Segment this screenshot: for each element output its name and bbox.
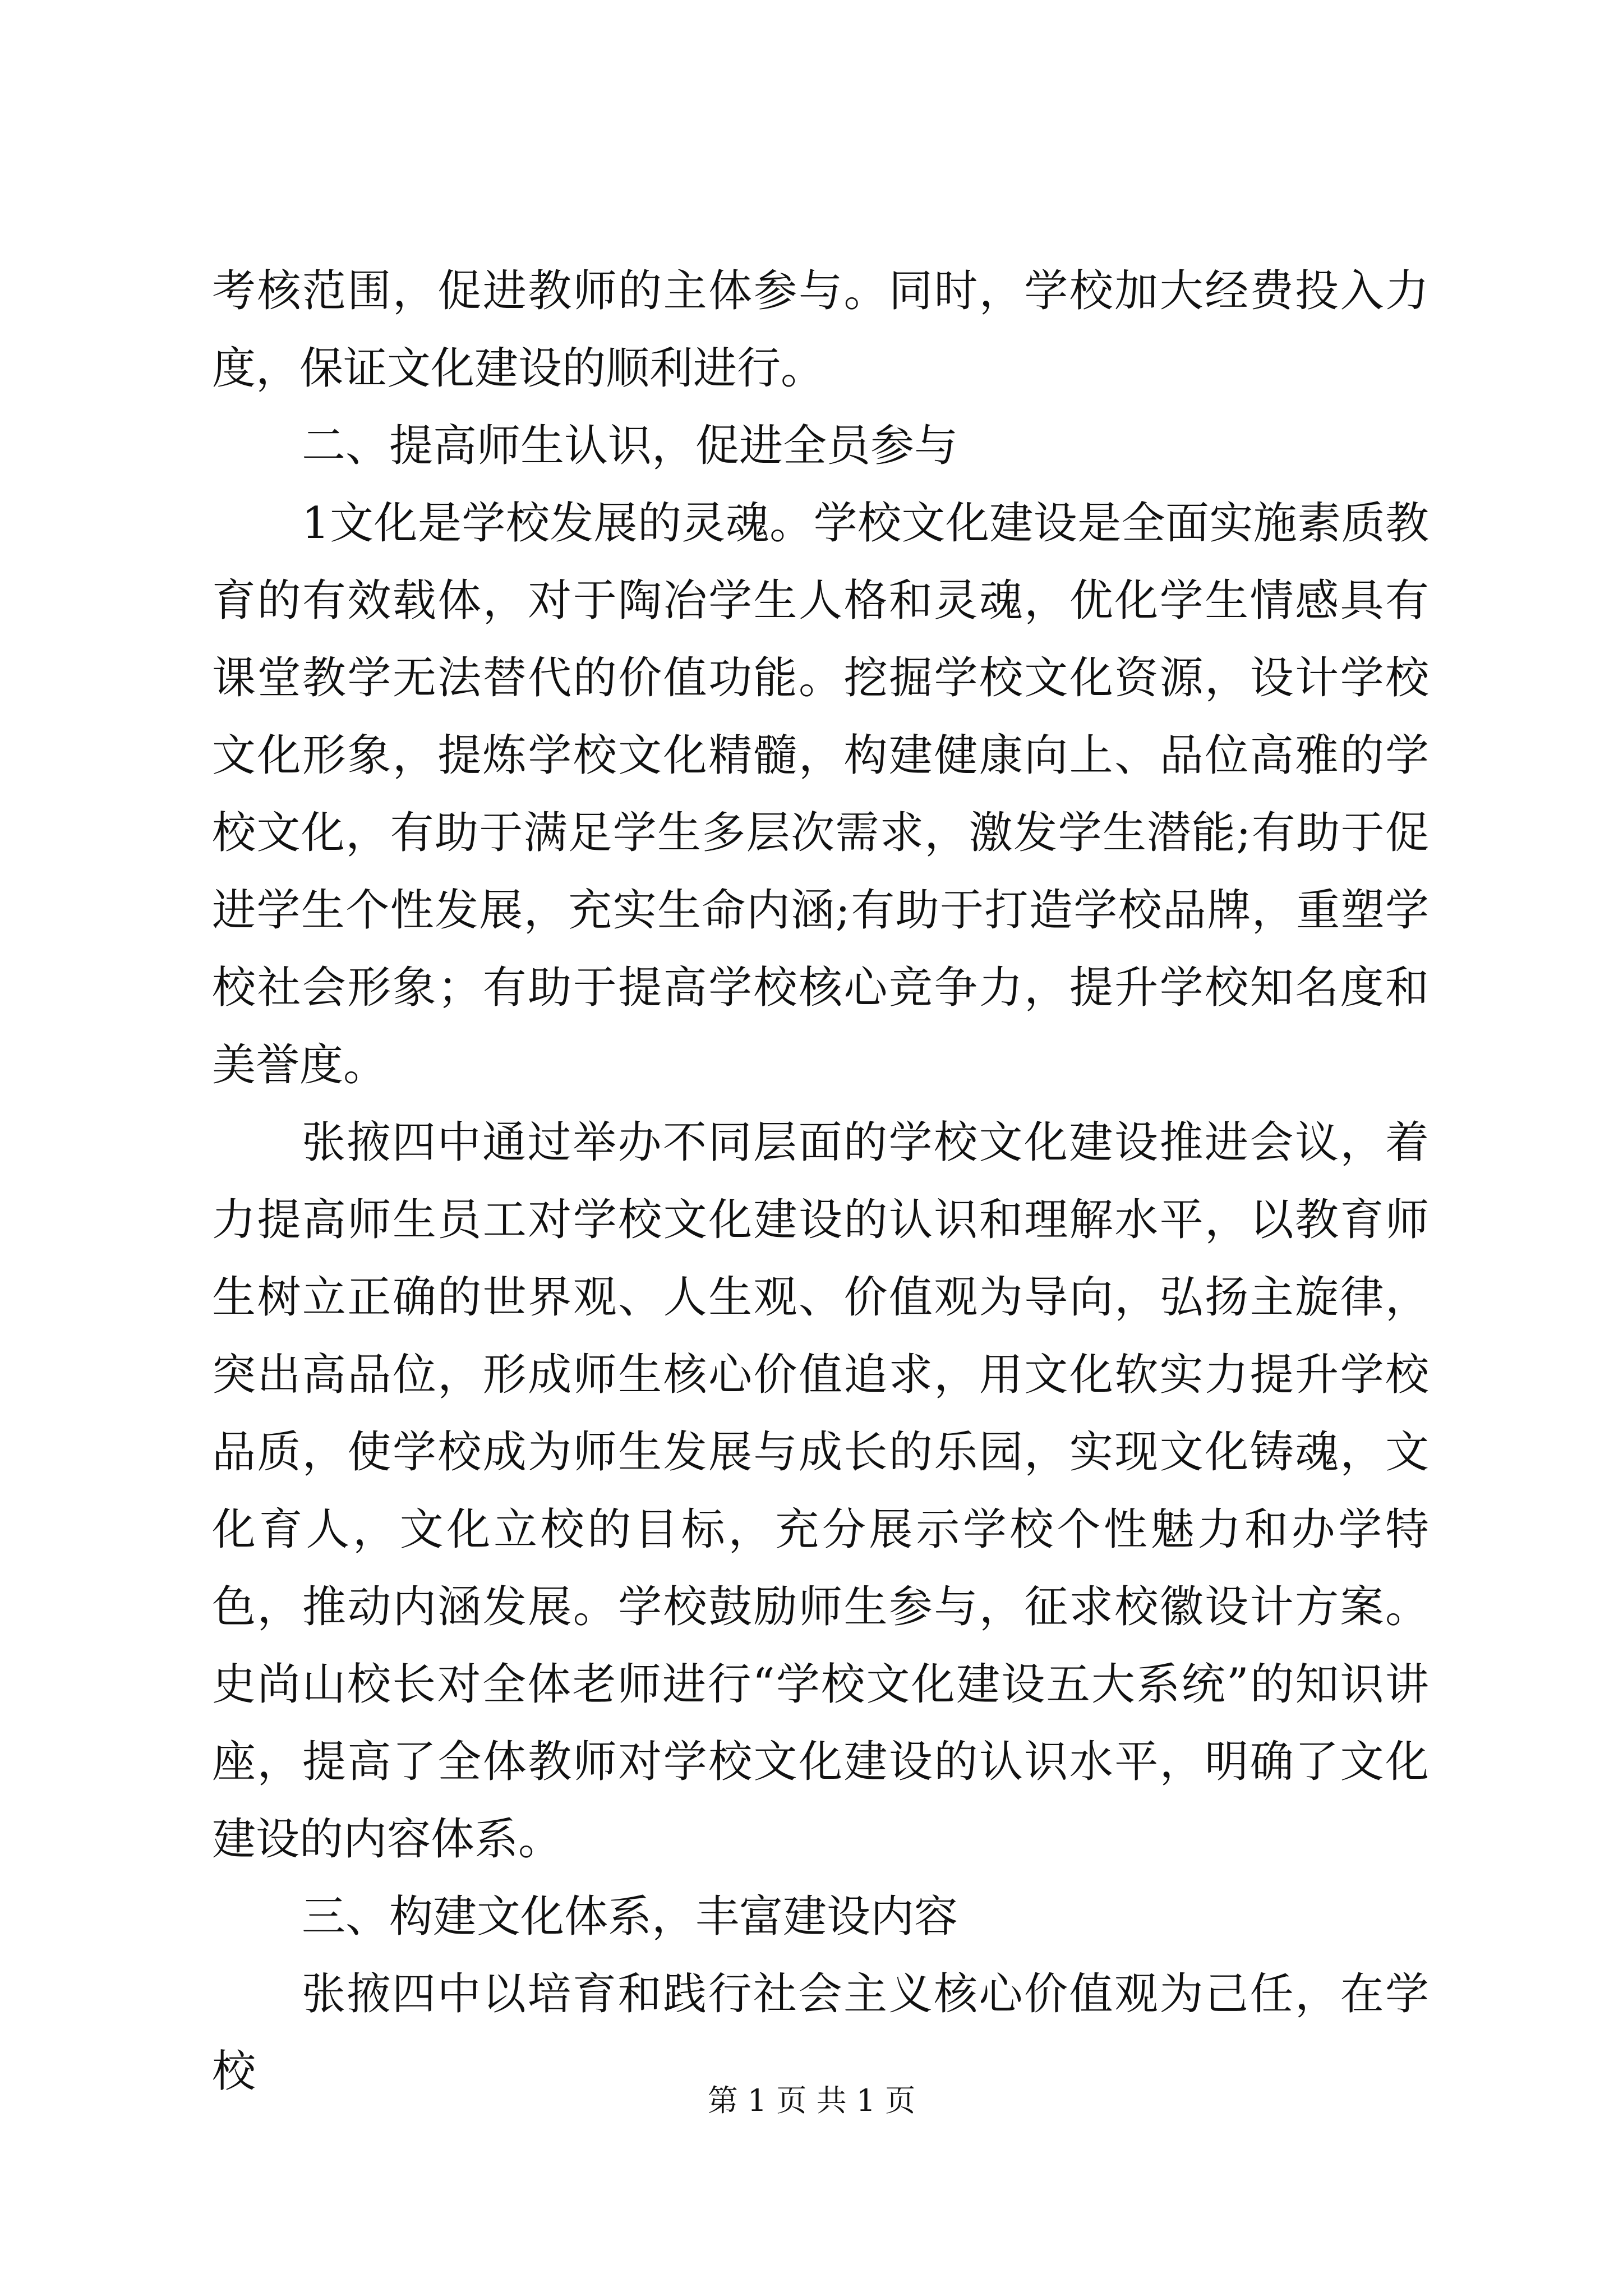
section-heading-2: 二、提高师生认识，促进全员参与 [302,421,958,471]
page-footer: 第 1 页 共 1 页 [707,2083,916,2118]
document-body [212,252,1429,2110]
paragraph-zhangye-meetings: 张掖四中通过举办不同层面的学校文化建设推进会议，着力提高师生员工对学校文化建设的认识和理解水平，以教育师生树立正确的世界观、人生观、价值观为导向，弘扬主旋律，突出高品位，形成师生核心价值追求，用文化软实力提升学校品质，使学校成为师生发展与成长的乐园，实现文化铸魂，文化育人，文化立校的目标，充分展示学校个性魅力和办学特色，推动内涵发展。学校鼓励师生参与，征求校徽设计方案。史尚山校长对全体老师进行“学校文化建设五大系统”的知识讲座，提高了全体教师对学校文化建设的认识水平，明确了文化建设的内容体系。 [212,1117,1429,1865]
paragraph-continuation: 考核范围，促进教师的主体参与。同时，学校加大经费投入力度，保证文化建设的顺利进行。 [212,266,1429,394]
paragraph-core-values: 张掖四中以培育和践行社会主义核心价值观为己任，在学校 [212,1969,1429,2097]
section-heading-3: 三、构建文化体系，丰富建设内容 [302,1892,958,1942]
paragraph-culture-soul: 1文化是学校发展的灵魂。学校文化建设是全面实施素质教育的有效载体，对于陶冶学生人格和灵魂，优化学生情感具有课堂教学无法替代的价值功能。挖掘学校文化资源，设计学校文化形象，提炼学校文化精髓，构建健康向上、品位高雅的学校文化，有助于满足学生多层次需求，激发学生潜能;有助于促进学生个性发展，充实生命内涵;有助于打造学校品牌，重塑学校社会形象；有助于提高学校核心竞争力，提升学校知名度和美誉度。 [212,498,1429,1091]
